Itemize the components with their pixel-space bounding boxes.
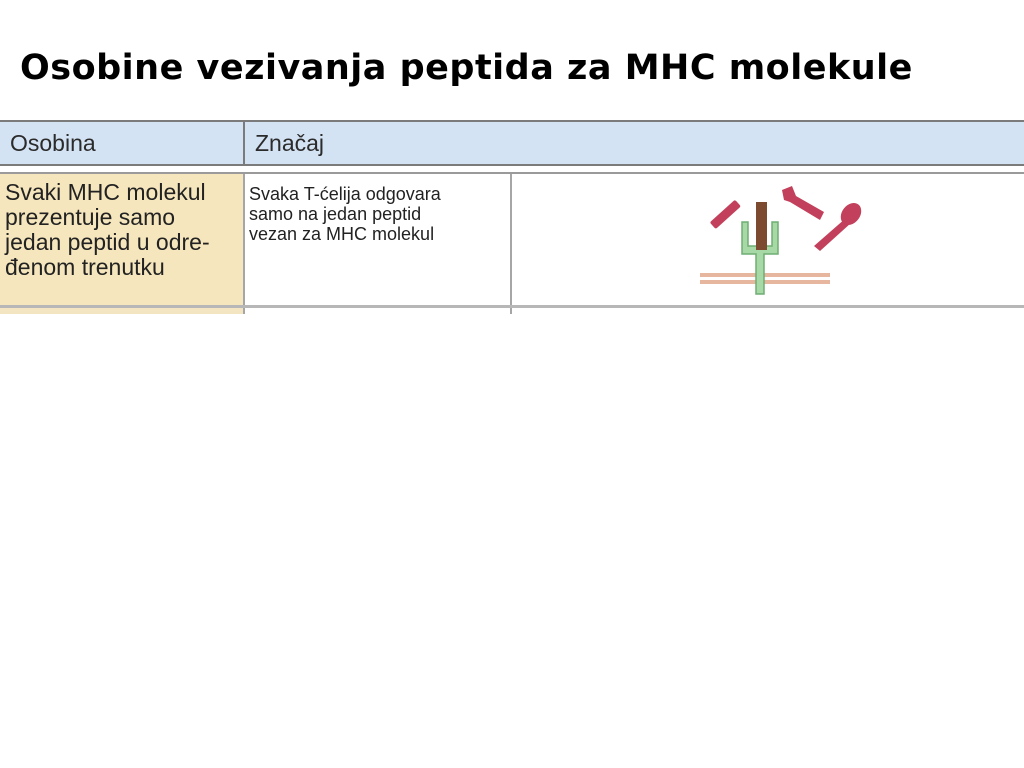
feature-line: Svaki MHC molekul (5, 179, 206, 205)
bound-peptide (756, 202, 767, 250)
feature-line: đenom trenutku (5, 254, 165, 280)
header-meaning: Značaj (255, 130, 325, 156)
column-divider (243, 174, 245, 308)
free-peptide (782, 186, 824, 220)
meaning-text (249, 184, 507, 244)
feature-line: prezentuje samo (5, 204, 176, 230)
next-row-cell (0, 308, 243, 314)
column-divider (243, 308, 245, 314)
slide-title: Osobine vezivanja peptida za MHC molekule (20, 48, 913, 88)
feature-text (5, 180, 245, 280)
column-divider (510, 174, 512, 308)
meaning-line: samo na jedan peptid (249, 204, 422, 224)
meaning-line: Svaka T-ćelija odgovara (249, 184, 441, 204)
mhc-peptide-illustration (690, 180, 870, 300)
header-divider (243, 122, 245, 164)
meaning-line: vezan za MHC molekul (249, 224, 435, 244)
header-feature: Osobina (10, 130, 96, 156)
column-divider (510, 308, 512, 314)
table-header-row (0, 120, 1024, 166)
free-peptide (710, 200, 741, 229)
feature-line: jedan peptid u odre- (5, 229, 210, 255)
membrane-line (700, 280, 830, 284)
membrane-line (700, 273, 830, 277)
